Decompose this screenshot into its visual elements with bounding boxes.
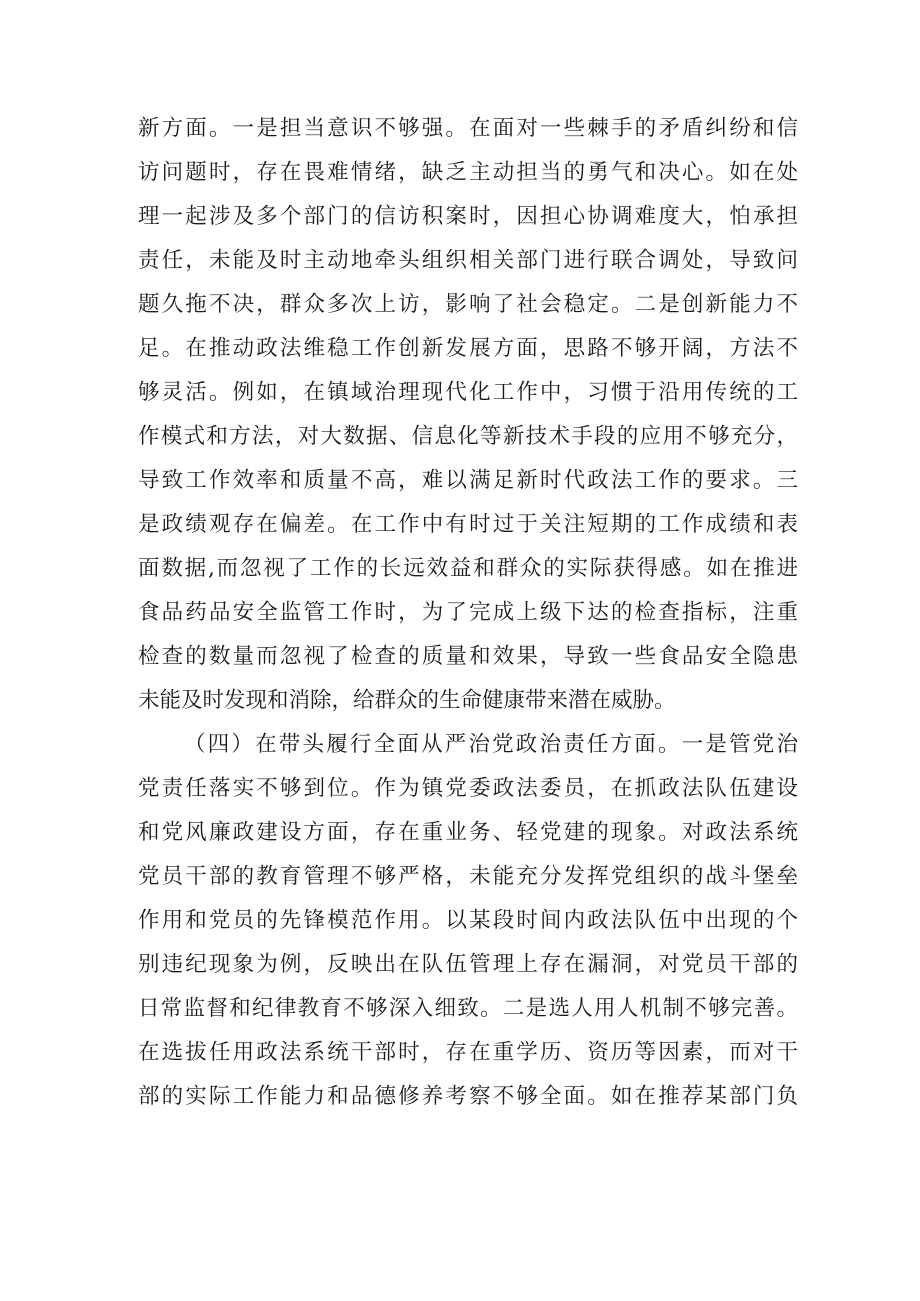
text-line: 作用和党员的先锋模范作用。以某段时间内政法队伍中出现的个: [138, 908, 798, 933]
text-line: 理一起涉及多个部门的信访积案时，因担心协调难度大，怕承担: [138, 204, 798, 229]
text-line: 题久拖不决，群众多次上访，影响了社会稳定。二是创新能力不: [138, 292, 798, 317]
text-line: 党责任落实不够到位。作为镇党委政法委员，在抓政法队伍建设: [138, 776, 798, 801]
text-line: 部的实际工作能力和品德修养考察不够全面。如在推荐某部门负: [138, 1084, 798, 1109]
text-line: 导致工作效率和质量不高，难以满足新时代政法工作的要求。三: [138, 468, 798, 493]
text-line: 作模式和方法，对大数据、信息化等新技术手段的应用不够充分，: [138, 424, 798, 449]
text-line: 检查的数量而忽视了检查的质量和效果，导致一些食品安全隐患: [138, 644, 798, 669]
text-line: 面数据,而忽视了工作的长远效益和群众的实际获得感。如在推进: [138, 556, 798, 581]
text-line: 在选拔任用政法系统干部时，存在重学历、资历等因素，而对干: [138, 1040, 798, 1065]
text-line: 足。在推动政法维稳工作创新发展方面，思路不够开阔，方法不: [138, 336, 798, 361]
text-line: 访问题时，存在畏难情绪，缺乏主动担当的勇气和决心。如在处: [138, 160, 798, 185]
text-line: 够灵活。例如，在镇域治理现代化工作中，习惯于沿用传统的工: [138, 380, 798, 405]
text-line: 是政绩观存在偏差。在工作中有时过于关注短期的工作成绩和表: [138, 512, 798, 537]
text-line: （四）在带头履行全面从严治党政治责任方面。一是管党治: [184, 732, 798, 757]
text-line: 未能及时发现和消除，给群众的生命健康带来潜在威胁。: [138, 688, 676, 713]
text-line: 食品药品安全监管工作时，为了完成上级下达的检查指标，注重: [138, 600, 798, 625]
text-line: 责任，未能及时主动地牵头组织相关部门进行联合调处，导致问: [138, 248, 798, 273]
text-line: 新方面。一是担当意识不够强。在面对一些棘手的矛盾纠纷和信: [138, 116, 798, 141]
text-line: 和党风廉政建设方面，存在重业务、轻党建的现象。对政法系统: [138, 820, 798, 845]
text-line: 党员干部的教育管理不够严格，未能充分发挥党组织的战斗堡垒: [138, 864, 798, 889]
text-line: 别违纪现象为例，反映出在队伍管理上存在漏洞，对党员干部的: [138, 952, 798, 977]
text-line: 日常监督和纪律教育不够深入细致。二是选人用人机制不够完善。: [138, 996, 798, 1021]
